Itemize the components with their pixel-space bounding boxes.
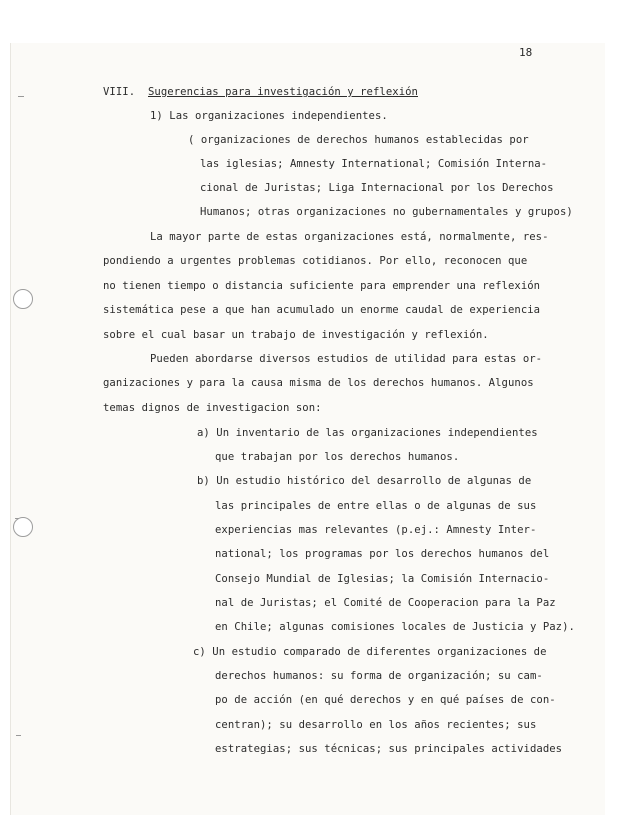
section-title: Sugerencias para investigación y reflexión bbox=[148, 86, 418, 98]
text-line: en Chile; algunas comisiones locales de Justicia y Paz). bbox=[215, 621, 575, 633]
punch-hole bbox=[13, 289, 33, 309]
text-line: b) Un estudio histórico del desarrollo de algunas de bbox=[197, 475, 532, 487]
text-line: La mayor parte de estas organizaciones está, normalmente, res- bbox=[150, 231, 549, 243]
text-line: pondiendo a urgentes problemas cotidianos. Por ello, reconocen que bbox=[103, 255, 528, 267]
text-line: ( organizaciones de derechos humanos establecidas por bbox=[188, 134, 529, 146]
text-line: po de acción (en qué derechos y en qué países de con- bbox=[215, 694, 556, 706]
text-line: nal de Juristas; el Comité de Cooperacion para la Paz bbox=[215, 597, 556, 609]
text-line: a) Un inventario de las organizaciones independientes bbox=[197, 427, 538, 439]
text-line: ganizaciones y para la causa misma de los derechos humanos. Algunos bbox=[103, 377, 534, 389]
text-line: las principales de entre ellas o de algunas de sus bbox=[215, 500, 537, 512]
text-line: c) Un estudio comparado de diferentes organizaciones de bbox=[193, 646, 547, 658]
text-line: estrategias; sus técnicas; sus principales actividades bbox=[215, 743, 563, 755]
text-line: sistemática pese a que han acumulado un enorme caudal de experiencia bbox=[103, 304, 541, 316]
text-line: Humanos; otras organizaciones no gubernamentales y grupos) bbox=[200, 206, 573, 218]
text-line: centran); su desarrollo en los años recientes; sus bbox=[215, 719, 537, 731]
text-line: national; los programas por los derechos humanos del bbox=[215, 548, 550, 560]
punch-hole bbox=[13, 517, 33, 537]
text-line: 1) Las organizaciones independientes. bbox=[150, 110, 388, 122]
section-number: VIII. bbox=[103, 86, 136, 98]
text-line: sobre el cual basar un trabajo de investigación y reflexión. bbox=[103, 329, 489, 341]
text-line: experiencias mas relevantes (p.ej.: Amnesty Inter- bbox=[215, 524, 537, 536]
text-line: las iglesias; Amnesty International; Comisión Interna- bbox=[200, 158, 548, 170]
margin-mark bbox=[18, 96, 24, 97]
section-heading bbox=[103, 86, 418, 98]
margin-mark bbox=[16, 735, 21, 736]
text-line: Pueden abordarse diversos estudios de utilidad para estas or- bbox=[150, 353, 543, 365]
page-number: 18 bbox=[519, 46, 533, 59]
text-line: que trabajan por los derechos humanos. bbox=[215, 451, 460, 463]
text-line: temas dignos de investigacion son: bbox=[103, 402, 322, 414]
text-line: derechos humanos: su forma de organización; su cam- bbox=[215, 670, 543, 682]
text-line: Consejo Mundial de Iglesias; la Comisión Internacio- bbox=[215, 573, 550, 585]
text-line: cional de Juristas; Liga Internacional por los Derechos bbox=[200, 182, 554, 194]
text-line: no tienen tiempo o distancia suficiente para emprender una reflexión bbox=[103, 280, 541, 292]
